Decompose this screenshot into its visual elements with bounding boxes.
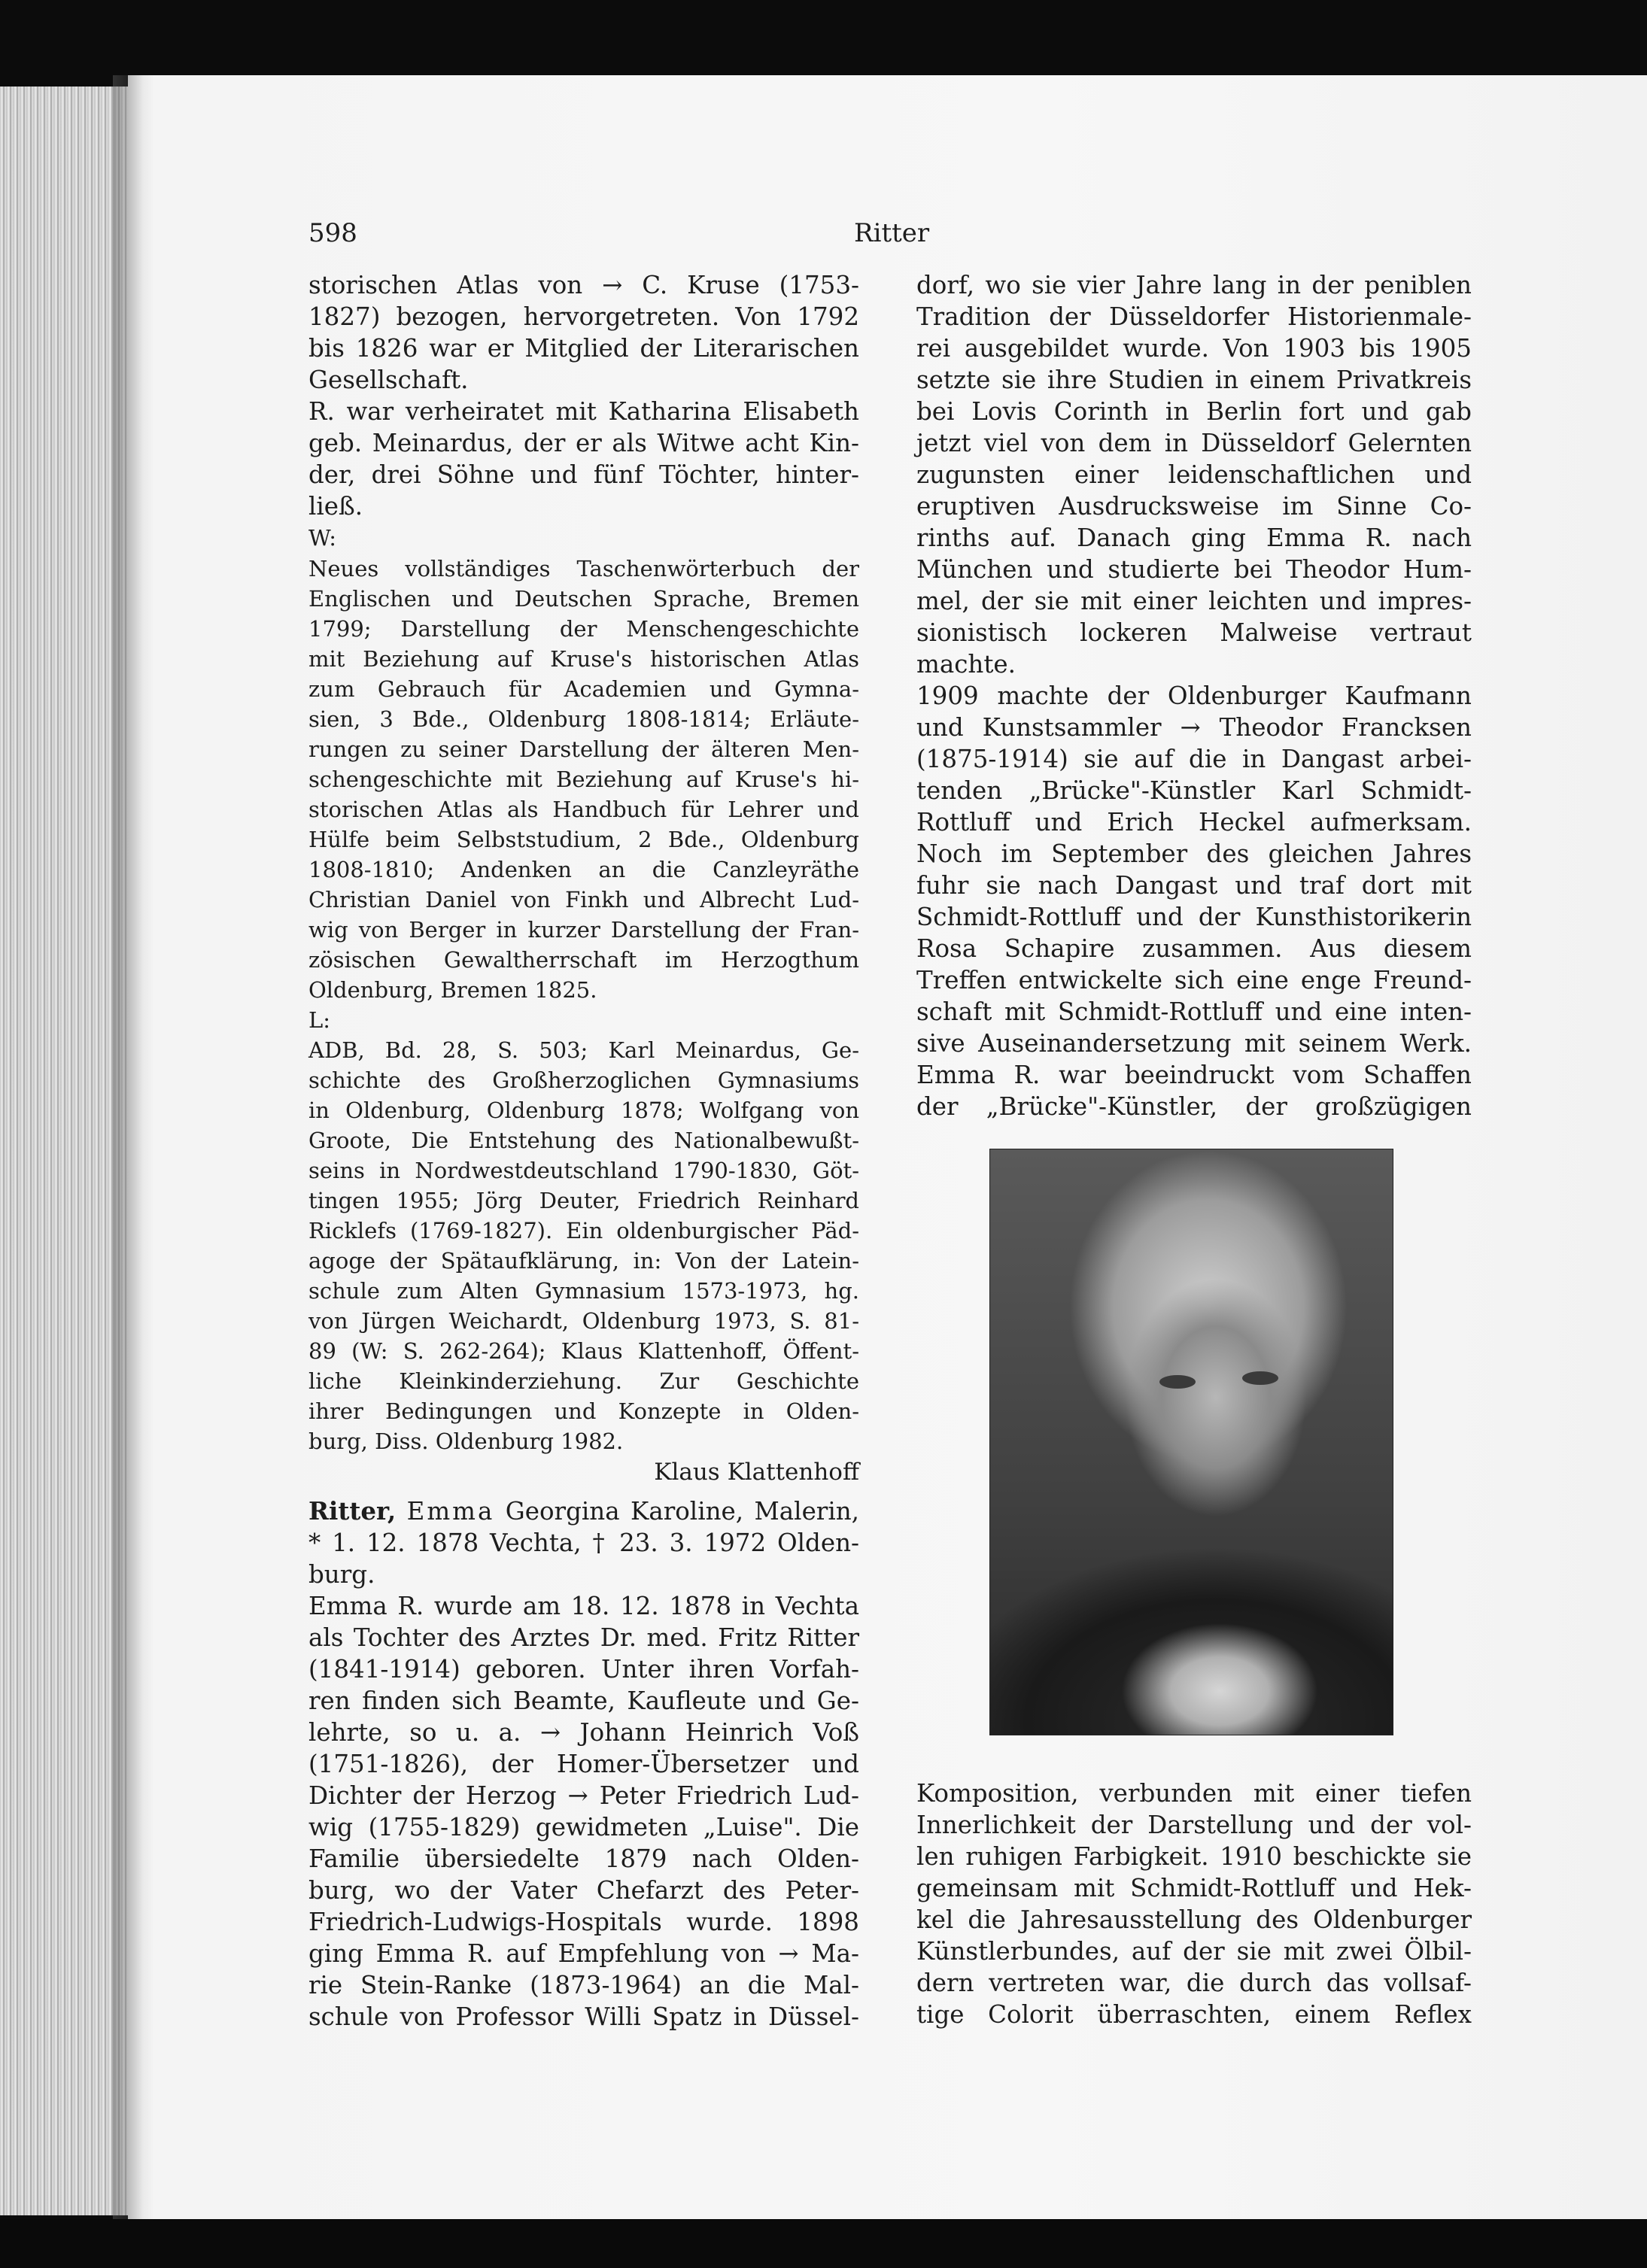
- text-line: sien, 3 Bde., Oldenburg 1808-1814; Erläute-: [308, 706, 859, 732]
- text-line: bei Lovis Corinth in Berlin fort und gab: [916, 397, 1472, 426]
- text-line: ließ.: [308, 492, 363, 521]
- text-line: Emma R. wurde am 18. 12. 1878 in Vechta: [308, 1592, 859, 1620]
- text-line: ADB, Bd. 28, S. 503; Karl Meinardus, Ge-: [308, 1037, 859, 1063]
- entry-forename: Emma: [406, 1497, 495, 1526]
- text-line: schaft mit Schmidt-Rottluff und eine inten-: [916, 997, 1472, 1026]
- text-line: 1827) bezogen, hervorgetreten. Von 1792: [308, 302, 859, 331]
- text-line: der, drei Söhne und fünf Töchter, hinter-: [308, 460, 859, 489]
- text-line: zum Gebrauch für Academien und Gymna-: [308, 676, 859, 702]
- text-line: ihrer Bedingungen und Konzepte in Olden-: [308, 1398, 859, 1424]
- text-line: geb. Meinardus, der er als Witwe acht Kin-: [308, 429, 859, 457]
- text-line: rinths auf. Danach ging Emma R. nach: [916, 524, 1472, 552]
- literature-label: L:: [308, 1007, 331, 1033]
- text-line: in Oldenburg, Oldenburg 1878; Wolfgang von: [308, 1098, 859, 1123]
- text-line: als Tochter des Arztes Dr. med. Fritz Ritter: [308, 1623, 859, 1652]
- text-line: (1751-1826), der Homer-Übersetzer und: [308, 1750, 859, 1778]
- text-line: Treffen entwickelte sich eine enge Freund-: [916, 966, 1472, 994]
- right-column: [916, 269, 1472, 1122]
- text-line: wig (1755-1829) gewidmeten „Luise". Die: [308, 1813, 859, 1841]
- text-line: Rottluff und Erich Heckel aufmerksam.: [916, 808, 1472, 836]
- text-line: (1841-1914) geboren. Unter ihren Vorfah-: [308, 1655, 859, 1684]
- text-line: seins in Nordwestdeutschland 1790-1830, Göt-: [308, 1158, 859, 1183]
- text-line: zugunsten einer leidenschaftlichen und: [916, 460, 1472, 489]
- text-line: schule zum Alten Gymnasium 1573-1973, hg.: [308, 1278, 859, 1304]
- text-line: Groote, Die Entstehung des Nationalbewußt-: [308, 1128, 859, 1153]
- text-line: machte.: [916, 650, 1016, 679]
- text-line: Emma R. war beeindruckt vom Schaffen: [916, 1061, 1472, 1089]
- scan-background: [0, 2219, 1647, 2268]
- text-line: Gesellschaft.: [308, 366, 469, 394]
- text-line: tenden „Brücke"-Künstler Karl Schmidt-: [916, 776, 1472, 805]
- text-line: Ricklefs (1769-1827). Ein oldenburgischer Päd-: [308, 1218, 859, 1243]
- text-line: Hülfe beim Selbststudium, 2 Bde., Oldenburg: [308, 827, 859, 852]
- text-line: München und studierte bei Theodor Hum-: [916, 555, 1472, 584]
- text-line: Komposition, verbunden mit einer tiefen: [916, 1779, 1472, 1808]
- text-line: 1808-1810; Andenken an die Canzleyräthe: [308, 857, 859, 882]
- photo-eye-right: [1242, 1371, 1278, 1385]
- text-line: Friedrich-Ludwigs-Hospitals wurde. 1898: [308, 1908, 859, 1936]
- text-line: * 1. 12. 1878 Vechta, † 23. 3. 1972 Olden-: [308, 1529, 859, 1557]
- text-line: liche Kleinkinderziehung. Zur Geschichte: [308, 1368, 859, 1394]
- text-line: burg.: [308, 1560, 375, 1589]
- text-line: jetzt viel von dem in Düsseldorf Gelernten: [916, 429, 1472, 457]
- text-line: setzte sie ihre Studien in einem Privatkreis: [916, 366, 1472, 394]
- entry-ritter-emma: [308, 1495, 859, 2033]
- text-line: Schmidt-Rottluff und der Kunsthistorikerin: [916, 903, 1472, 931]
- text-line: mel, der sie mit einer leichten und impres-: [916, 587, 1472, 615]
- text-line: kel die Jahresausstellung des Oldenburger: [916, 1905, 1472, 1934]
- text-line: lehrte, so u. a. → Johann Heinrich Voß: [308, 1718, 859, 1747]
- text-line: schengeschichte mit Beziehung auf Kruse's hi-: [308, 767, 859, 792]
- text-line: R. war verheiratet mit Katharina Elisabeth: [308, 397, 859, 426]
- text-line: 89 (W: S. 262-264); Klaus Klattenhoff, Öffent-: [308, 1338, 859, 1364]
- text-line: der „Brücke"-Künstler, der großzügigen: [916, 1092, 1472, 1121]
- entry-surname: Ritter,: [308, 1496, 397, 1526]
- text-line: burg, wo der Vater Chefarzt des Peter-: [308, 1876, 859, 1905]
- text-line: storischen Atlas als Handbuch für Lehrer und: [308, 797, 859, 822]
- text-line: zösischen Gewaltherrschaft im Herzogthum: [308, 947, 859, 973]
- right-column-continued: [916, 1778, 1472, 2030]
- entry-heading: [308, 1495, 859, 1527]
- running-head: Ritter: [854, 218, 930, 248]
- text-line: len ruhigen Farbigkeit. 1910 beschickte sie: [916, 1842, 1472, 1871]
- text-line: Innerlichkeit der Darstellung und der vol-: [916, 1811, 1472, 1839]
- text-line: ren finden sich Beamte, Kaufleute und Ge-: [308, 1687, 859, 1715]
- text-line: eruptiven Ausdrucksweise im Sinne Co-: [916, 492, 1472, 521]
- text-line: Dichter der Herzog → Peter Friedrich Lud-: [308, 1781, 859, 1810]
- text-line: (1875-1914) sie auf die in Dangast arbei-: [916, 745, 1472, 773]
- text-line: schule von Professor Willi Spatz in Düssel-: [308, 2002, 859, 2031]
- text-line: Oldenburg, Bremen 1825.: [308, 977, 597, 1003]
- portrait-photo-icon: [989, 1149, 1393, 1735]
- entry-title-rest: Georgina Karoline, Malerin,: [505, 1497, 859, 1526]
- works-label: W:: [308, 525, 337, 551]
- text-line: bis 1826 war er Mitglied der Literarischen: [308, 334, 859, 363]
- text-line: tingen 1955; Jörg Deuter, Friedrich Reinhard: [308, 1188, 859, 1213]
- page-number: 598: [308, 218, 357, 248]
- text-line: sionistisch lockeren Malweise vertraut: [916, 618, 1472, 647]
- photo-eye-left: [1159, 1375, 1196, 1389]
- text-line: und Kunstsammler → Theodor Francksen: [916, 713, 1472, 742]
- text-line: rungen zu seiner Darstellung der älteren Men-: [308, 736, 859, 762]
- gutter-shadow: [113, 75, 143, 2219]
- text-line: tige Colorit überraschten, einem Reflex: [916, 2000, 1472, 2029]
- text-line: Künstlerbundes, auf der sie mit zwei Ölbil-: [916, 1937, 1472, 1966]
- text-line: 1799; Darstellung der Menschengeschichte: [308, 616, 859, 642]
- text-line: sive Auseinandersetzung mit seinem Werk.: [916, 1029, 1472, 1058]
- text-line: schichte des Großherzoglichen Gymnasiums: [308, 1067, 859, 1093]
- text-line: burg, Diss. Oldenburg 1982.: [308, 1429, 624, 1454]
- text-line: Noch im September des gleichen Jahres: [916, 839, 1472, 868]
- article-author: Klaus Klattenhoff: [654, 1459, 859, 1486]
- text-line: Rosa Schapire zusammen. Aus diesem: [916, 934, 1472, 963]
- text-line: mit Beziehung auf Kruse's historischen Atlas: [308, 646, 859, 672]
- text-line: dorf, wo sie vier Jahre lang in der peniblen: [916, 271, 1472, 299]
- text-line: Familie übersiedelte 1879 nach Olden-: [308, 1844, 859, 1873]
- text-line: Christian Daniel von Finkh und Albrecht Lud-: [308, 887, 859, 912]
- book-page-edges: [0, 87, 132, 2215]
- text-line: agoge der Spätaufklärung, in: Von der Latein-: [308, 1248, 859, 1274]
- text-line: wig von Berger in kurzer Darstellung der Fran-: [308, 917, 859, 943]
- text-line: rei ausgebildet wurde. Von 1903 bis 1905: [916, 334, 1472, 363]
- text-line: fuhr sie nach Dangast und traf dort mit: [916, 871, 1472, 900]
- text-line: Englischen und Deutschen Sprache, Bremen: [308, 586, 859, 612]
- text-line: Tradition der Düsseldorfer Historienmale-: [916, 302, 1472, 331]
- text-line: storischen Atlas von → C. Kruse (1753-: [308, 271, 859, 299]
- text-line: von Jürgen Weichardt, Oldenburg 1973, S. 81-: [308, 1308, 859, 1334]
- text-line: rie Stein-Ranke (1873-1964) an die Mal-: [308, 1971, 859, 1999]
- left-column: [308, 269, 859, 1488]
- text-line: 1909 machte der Oldenburger Kaufmann: [916, 682, 1472, 710]
- text-line: dern vertreten war, die durch das vollsaf-: [916, 1969, 1472, 1997]
- text-line: gemeinsam mit Schmidt-Rottluff und Hek-: [916, 1874, 1472, 1902]
- text-line: Neues vollständiges Taschenwörterbuch der: [308, 556, 859, 581]
- text-line: ging Emma R. auf Empfehlung von → Ma-: [308, 1939, 859, 1968]
